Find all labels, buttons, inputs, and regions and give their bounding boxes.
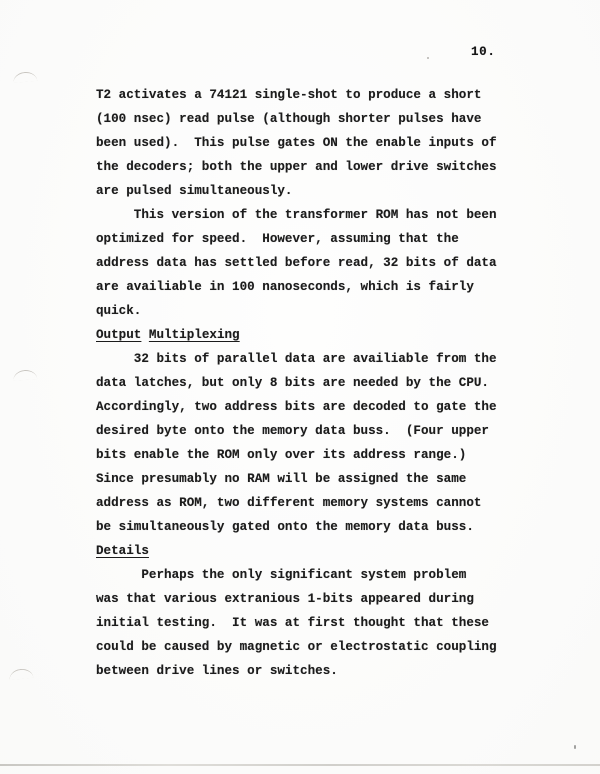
text-line: (100 nsec) read pulse (although shorter pulses have <box>96 112 482 126</box>
scan-arc-mark <box>9 668 34 680</box>
text-line: bits enable the ROM only over its address range.) <box>96 448 467 462</box>
text-line: been used). This pulse gates ON the enable inputs of <box>96 136 497 150</box>
scan-speck <box>427 57 429 59</box>
text-line: the decoders; both the upper and lower drive switches <box>96 160 497 174</box>
text-line: initial testing. It was at first thought that these <box>96 616 489 630</box>
scan-arc-mark <box>13 369 38 381</box>
text-line: between drive lines or switches. <box>96 664 338 678</box>
section-heading: Output Multiplexing <box>96 328 240 342</box>
text-line: T2 activates a 74121 single-shot to produce a short <box>96 88 482 102</box>
text-line: optimized for speed. However, assuming that the <box>96 232 459 246</box>
text-line: could be caused by magnetic or electrostatic coupling <box>96 640 497 654</box>
text-line: Accordingly, two address bits are decoded to gate the <box>96 400 497 414</box>
text-line: address as ROM, two different memory systems cannot <box>96 496 482 510</box>
text-line: 32 bits of parallel data are availiable from the <box>96 352 497 366</box>
scan-arc-mark <box>13 71 38 83</box>
text-line: This version of the transformer ROM has not been <box>96 208 497 222</box>
text-line: desired byte onto the memory data buss. (Four upper <box>96 424 489 438</box>
text-line: Since presumably no RAM will be assigned the same <box>96 472 467 486</box>
text-line: was that various extranious 1-bits appeared during <box>96 592 474 606</box>
text-lines <box>96 83 566 683</box>
text-line: data latches, but only 8 bits are needed by the CPU. <box>96 376 489 390</box>
section-heading: Details <box>96 544 149 558</box>
text-line: be simultaneously gated onto the memory data buss. <box>96 520 474 534</box>
text-line: address data has settled before read, 32 bits of data <box>96 256 497 270</box>
page-number: 10. <box>471 45 496 59</box>
text-line: Perhaps the only significant system problem <box>96 568 467 582</box>
scan-speck <box>574 745 576 749</box>
text-line: quick. <box>96 304 142 318</box>
scan-edge-line <box>0 764 600 766</box>
text-line: are pulsed simultaneously. <box>96 184 293 198</box>
text-line: are availiable in 100 nanoseconds, which is fairly <box>96 280 474 294</box>
